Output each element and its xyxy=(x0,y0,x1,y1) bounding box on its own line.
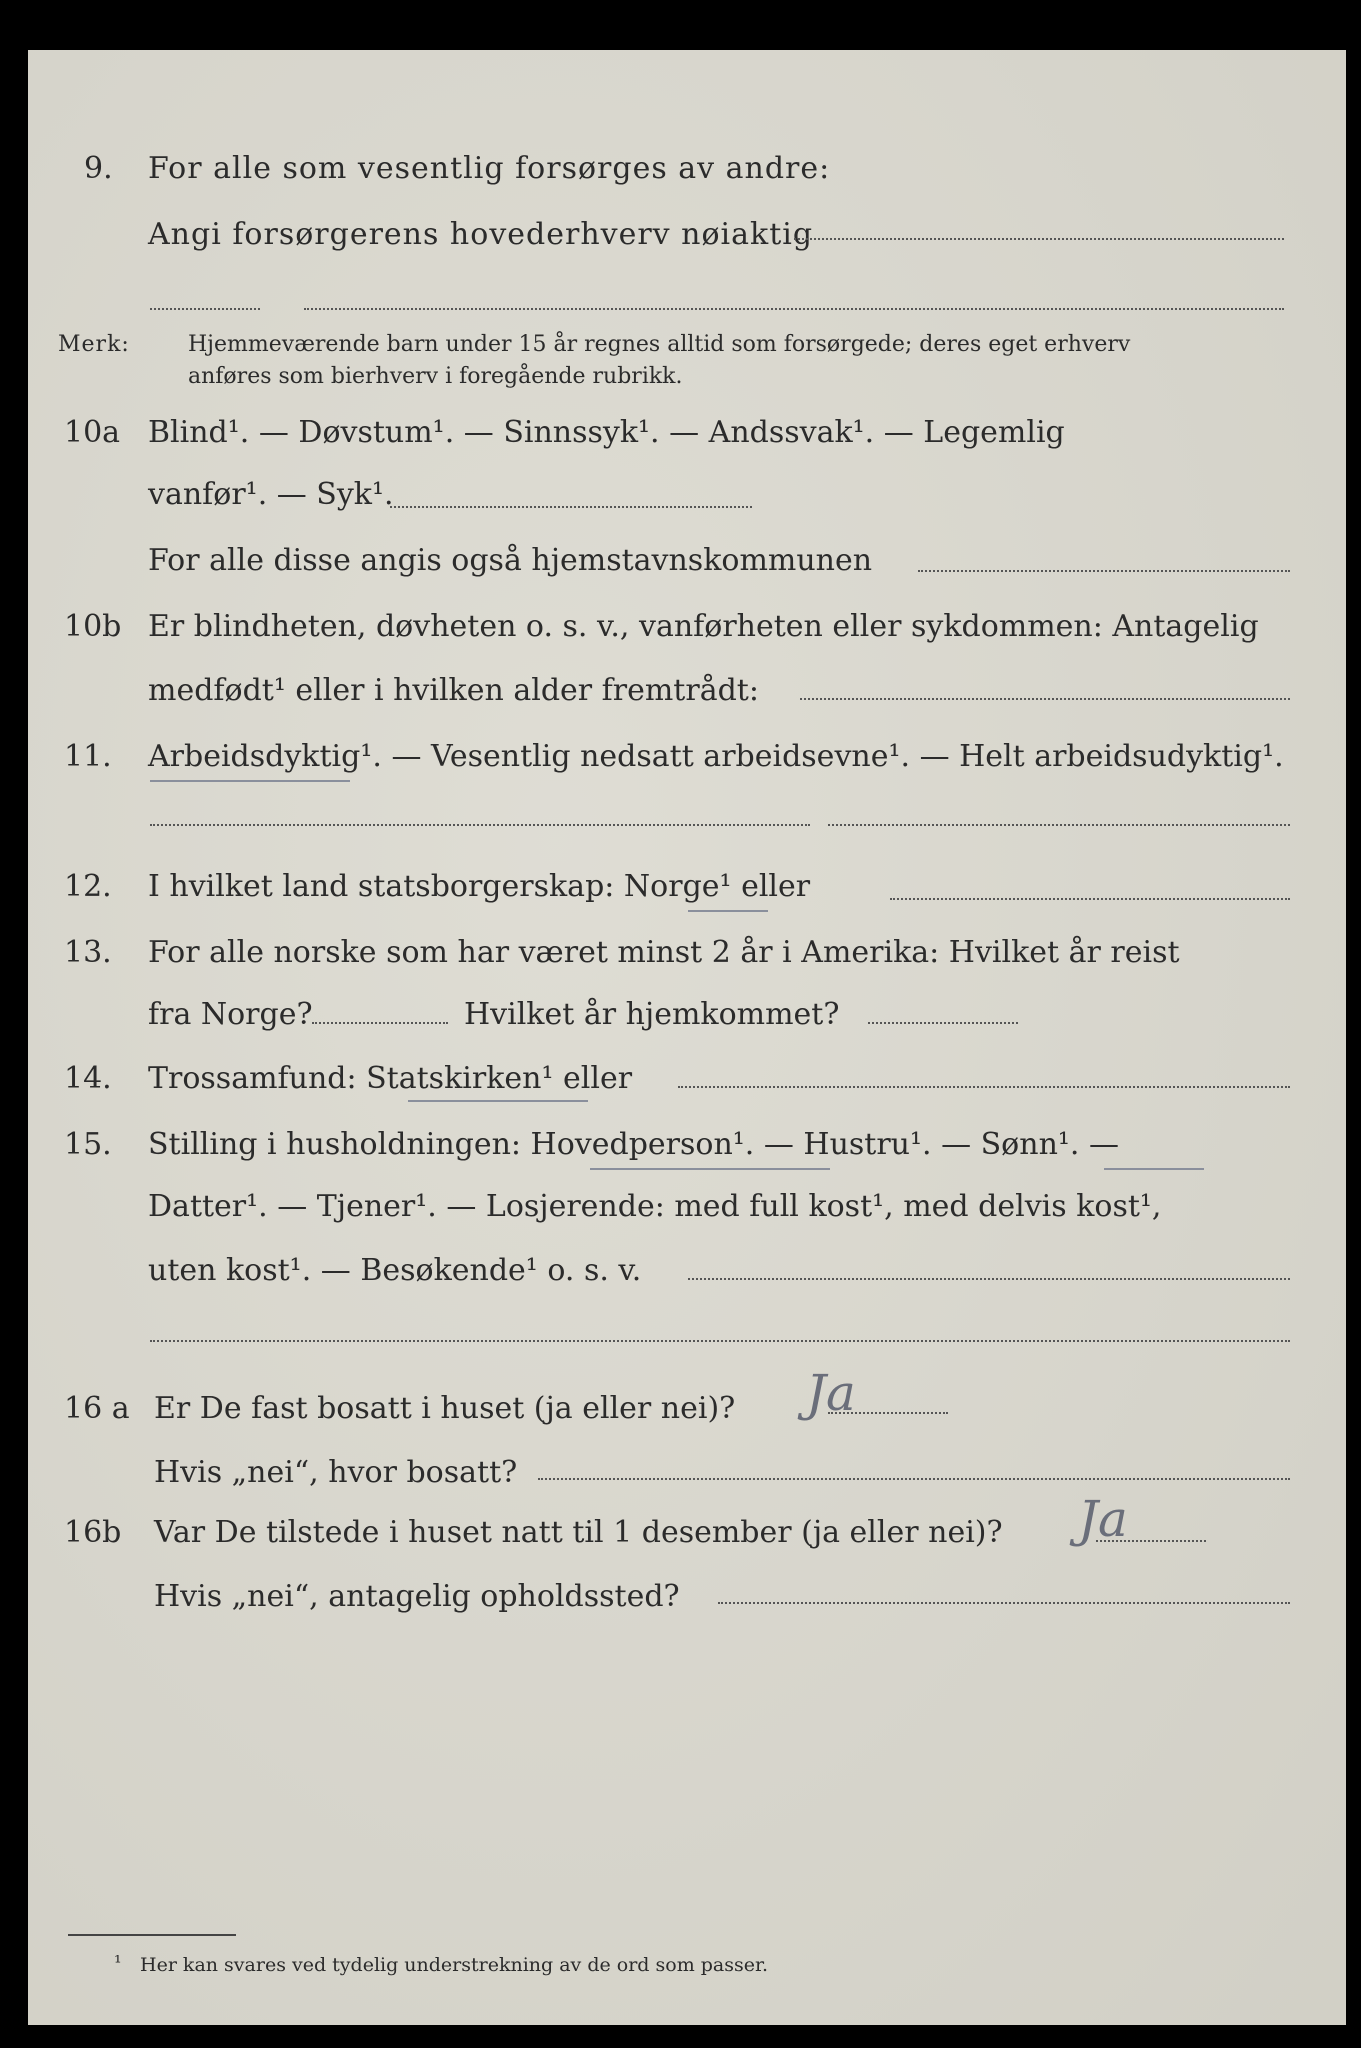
item-16a-answer-line-2 xyxy=(538,1478,1290,1480)
item-14-handwritten-underline xyxy=(408,1100,588,1102)
item-12-line-1: I hvilket land statsborgerskap: Norge¹ eller xyxy=(148,869,811,904)
item-16a-answer-line-1 xyxy=(828,1412,948,1414)
item-9-number: 9. xyxy=(84,151,113,186)
item-9-extra-line-a xyxy=(150,308,260,310)
item-14-number: 14. xyxy=(64,1061,112,1096)
item-10a-line-2: vanfør¹. — Syk¹. xyxy=(148,477,394,512)
item-13-answer-line-a xyxy=(312,1022,448,1024)
item-10a-line-3: For alle disse angis også hjemstavnskommunen xyxy=(148,543,873,578)
footnote-rule xyxy=(68,1934,236,1936)
item-10b-number: 10b xyxy=(64,609,122,644)
item-9-answer-line xyxy=(794,238,1284,240)
item-11-number: 11. xyxy=(64,739,112,774)
item-13-answer-line-b xyxy=(868,1022,1018,1024)
census-form-page xyxy=(28,50,1346,2025)
item-15-answer-line-1 xyxy=(688,1278,1290,1280)
item-9-line-1: For alle som vesentlig forsørges av andre: xyxy=(148,151,831,186)
item-11-line-1: Arbeidsdyktig¹. — Vesentlig nedsatt arbeidsevne¹. — Helt arbeidsudyktig¹. xyxy=(148,739,1284,774)
item-11-answer-line-a xyxy=(150,824,810,826)
item-16a-line-1: Er De fast bosatt i huset (ja eller nei)? xyxy=(154,1391,736,1426)
item-10a-line-1: Blind¹. — Døvstum¹. — Sinnssyk¹. — Andssvak¹. — Legemlig xyxy=(148,415,1065,450)
item-10b-line-2: medfødt¹ eller i hvilken alder fremtrådt: xyxy=(148,673,759,708)
item-9-line-2: Angi forsørgerens hovederhverv nøiaktig xyxy=(148,217,814,252)
item-16b-number: 16b xyxy=(64,1515,122,1550)
item-13-line-2a: fra Norge? xyxy=(148,997,313,1032)
item-13-line-2b: Hvilket år hjemkommet? xyxy=(464,997,840,1032)
item-11-answer-line-b xyxy=(828,824,1290,826)
item-13-number: 13. xyxy=(64,935,112,970)
item-9-extra-line-b xyxy=(304,308,1284,310)
item-15-line-3: uten kost¹. — Besøkende¹ o. s. v. xyxy=(148,1253,642,1288)
item-13-line-1: For alle norske som har været minst 2 år i Amerika: Hvilket år reist xyxy=(148,935,1180,970)
footnote-text: Her kan svares ved tydelig understrekning av de ord som passer. xyxy=(140,1954,769,1976)
item-16b-line-2: Hvis „nei“, antagelig opholdssted? xyxy=(154,1579,680,1614)
item-16a-line-2: Hvis „nei“, hvor bosatt? xyxy=(154,1455,518,1490)
item-15-handwritten-underline-b xyxy=(1104,1168,1204,1170)
item-15-line-1: Stilling i husholdningen: Hovedperson¹. — Hustru¹. — Sønn¹. — xyxy=(148,1127,1119,1162)
item-15-number: 15. xyxy=(64,1127,112,1162)
footnote-mark: ¹ xyxy=(114,1952,122,1974)
item-10a-answer-line-2 xyxy=(918,570,1290,572)
item-10a-answer-line-1 xyxy=(390,506,752,508)
item-12-number: 12. xyxy=(64,869,112,904)
item-14-answer-line xyxy=(678,1086,1290,1088)
item-15-handwritten-underline-a xyxy=(590,1168,830,1170)
item-15-line-2: Datter¹. — Tjener¹. — Losjerende: med full kost¹, med delvis kost¹, xyxy=(148,1189,1162,1224)
item-12-handwritten-underline xyxy=(688,910,768,912)
note-line-1: Hjemmeværende barn under 15 år regnes alltid som forsørgede; deres eget erhverv xyxy=(188,332,1131,357)
item-16b-handwritten-answer: Ja xyxy=(1078,1490,1128,1548)
note-line-2: anføres som bierhverv i foregående rubrikk. xyxy=(188,364,683,389)
item-15-answer-line-2 xyxy=(150,1340,1290,1342)
note-label: Merk: xyxy=(58,332,130,357)
item-16b-answer-line-1 xyxy=(1096,1540,1206,1542)
item-10b-line-1: Er blindheten, døvheten o. s. v., vanførheten eller sykdommen: Antagelig xyxy=(148,609,1259,644)
item-16a-handwritten-answer: Ja xyxy=(806,1364,856,1422)
item-12-answer-line xyxy=(890,898,1290,900)
item-10a-number: 10a xyxy=(64,415,121,450)
item-10b-answer-line xyxy=(800,698,1290,700)
item-16b-answer-line-2 xyxy=(718,1602,1290,1604)
item-14-line-1: Trossamfund: Statskirken¹ eller xyxy=(148,1061,633,1096)
item-16b-line-1: Var De tilstede i huset natt til 1 desember (ja eller nei)? xyxy=(154,1515,1003,1550)
item-11-handwritten-underline xyxy=(150,780,350,782)
item-16a-number: 16 a xyxy=(64,1391,130,1426)
